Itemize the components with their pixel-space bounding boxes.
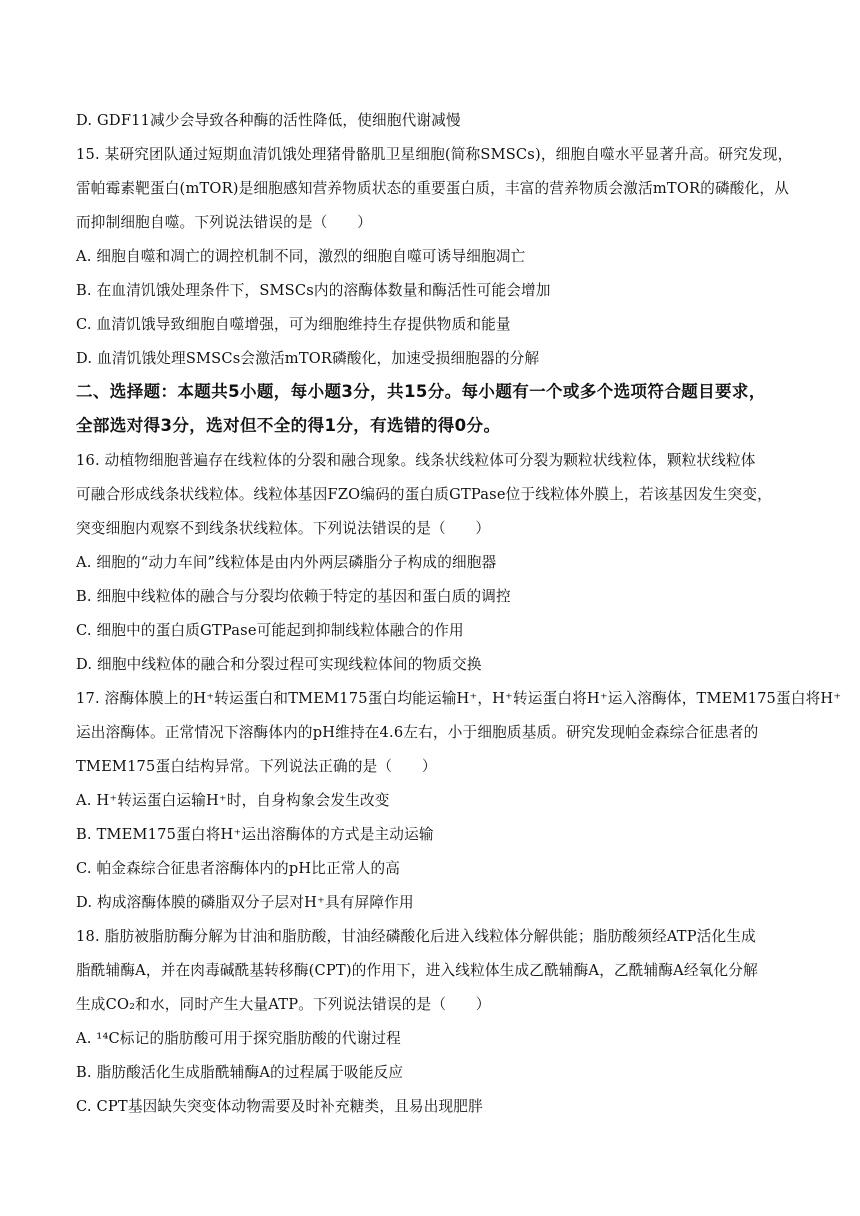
- q16-option-c: C. 细胞中的蛋白质GTPase可能起到抑制线粒体融合的作用: [76, 622, 464, 639]
- q17-option-d: D. 构成溶酶体膜的磷脂双分子层对H⁺具有屏障作用: [76, 894, 414, 911]
- q16-option-d: D. 细胞中线粒体的融合和分裂过程可实现线粒体间的物质交换: [76, 656, 482, 673]
- q18-stem-line-1: 18. 脂肪被脂肪酶分解为甘油和脂肪酸，甘油经磷酸化后进入线粒体分解供能；脂肪酸须经ATP活化生成: [76, 928, 756, 945]
- q18-option-b: B. 脂肪酸活化生成脂酰辅酶A的过程属于吸能反应: [76, 1064, 404, 1081]
- q18-stem-line-3: 生成CO₂和水，同时产生大量ATP。下列说法错误的是（ ）: [76, 996, 491, 1013]
- q18-option-c: C. CPT基因缺失突变体动物需要及时补充糖类，且易出现肥胖: [76, 1098, 483, 1115]
- q17-option-a: A. H⁺转运蛋白运输H⁺时，自身构象会发生改变: [76, 792, 390, 809]
- section-heading-line-2: 全部选对得3分，选对但不全的得1分，有选错的得0分。: [76, 416, 501, 435]
- q15-stem-line-2: 雷帕霉素靶蛋白(mTOR)是细胞感知营养物质状态的重要蛋白质，丰富的营养物质会激活mTOR的磷酸化，从: [76, 180, 789, 197]
- q16-option-b: B. 细胞中线粒体的融合与分裂均依赖于特定的基因和蛋白质的调控: [76, 588, 511, 605]
- q16-stem-line-2: 可融合形成线条状线粒体。线粒体基因FZO编码的蛋白质GTPase位于线粒体外膜上，若该基因发生突变，: [76, 486, 772, 503]
- q17-stem-line-1: 17. 溶酶体膜上的H⁺转运蛋白和TMEM175蛋白均能运输H⁺，H⁺转运蛋白将H⁺运入溶酶体，TMEM175蛋白将H⁺: [76, 690, 842, 707]
- q17-stem-line-2: 运出溶酶体。正常情况下溶酶体内的pH维持在4.6左右，小于细胞质基质。研究发现帕金森综合征患者的: [76, 724, 759, 741]
- q17-stem-line-3: TMEM175蛋白结构异常。下列说法正确的是（ ）: [76, 758, 437, 775]
- q16-stem-line-1: 16. 动植物细胞普遍存在线粒体的分裂和融合现象。线条状线粒体可分裂为颗粒状线粒体，颗粒状线粒体: [76, 452, 756, 469]
- q15-option-d: D. 血清饥饿处理SMSCs会激活mTOR磷酸化，加速受损细胞器的分解: [76, 350, 540, 367]
- q15-option-a: A. 细胞自噬和凋亡的调控机制不同，激烈的细胞自噬可诱导细胞凋亡: [76, 248, 526, 265]
- q17-option-c: C. 帕金森综合征患者溶酶体内的pH比正常人的高: [76, 860, 401, 877]
- q15-stem-line-1: 15. 某研究团队通过短期血清饥饿处理猪骨骼肌卫星细胞(简称SMSCs)，细胞自噬水平显著升高。研究发现，: [76, 146, 793, 163]
- section-heading-line-1: 二、选择题：本题共5小题，每小题3分，共15分。每小题有一个或多个选项符合题目要求，: [76, 382, 766, 401]
- q16-option-a: A. 细胞的“动力车间”线粒体是由内外两层磷脂分子构成的细胞器: [76, 554, 497, 571]
- q14-option-d: D. GDF11减少会导致各种酶的活性降低，使细胞代谢减慢: [76, 112, 461, 129]
- q15-option-c: C. 血清饥饿导致细胞自噬增强，可为细胞维持生存提供物质和能量: [76, 316, 511, 333]
- q18-option-a: A. ¹⁴C标记的脂肪酸可用于探究脂肪酸的代谢过程: [76, 1030, 401, 1047]
- q15-stem-line-3: 而抑制细胞自噬。下列说法错误的是（ ）: [76, 214, 372, 231]
- q15-option-b: B. 在血清饥饿处理条件下，SMSCs内的溶酶体数量和酶活性可能会增加: [76, 282, 551, 299]
- q17-option-b: B. TMEM175蛋白将H⁺运出溶酶体的方式是主动运输: [76, 826, 434, 843]
- q18-stem-line-2: 脂酰辅酶A，并在肉毒碱酰基转移酶(CPT)的作用下，进入线粒体生成乙酰辅酶A，乙酰辅酶A经氧化分解: [76, 962, 758, 979]
- q16-stem-line-3: 突变细胞内观察不到线条状线粒体。下列说法错误的是（ ）: [76, 520, 491, 537]
